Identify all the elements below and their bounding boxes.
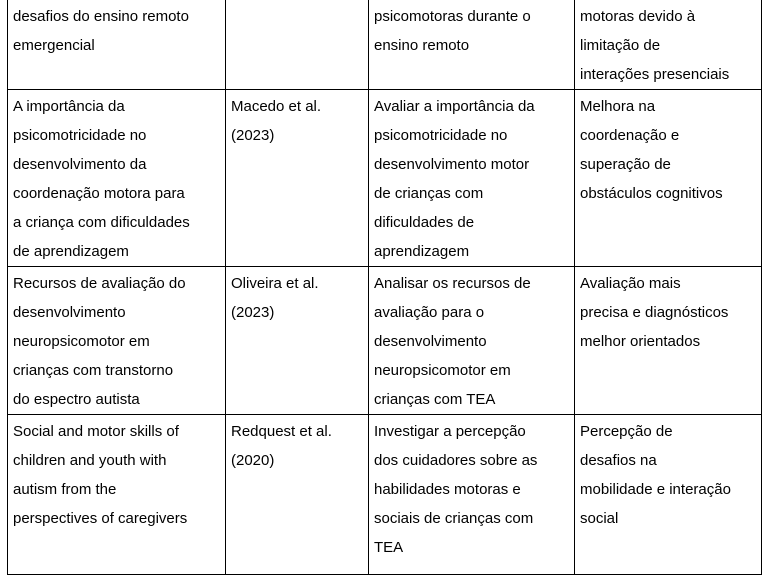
cell-authors-text: Redquest et al. (2020) <box>231 423 332 469</box>
cell-title <box>8 90 226 267</box>
cell-authors <box>226 0 369 90</box>
cell-authors-text: Macedo et al. (2023) <box>231 98 322 144</box>
literature-review-table <box>7 0 762 575</box>
cell-objective <box>369 267 575 415</box>
table-row <box>8 267 762 415</box>
cell-objective <box>369 90 575 267</box>
cell-objective <box>369 415 575 575</box>
cell-results-text: Melhora na coordenação e superação de obstáculos cognitivos <box>580 98 723 202</box>
cell-results <box>575 415 762 575</box>
cell-results <box>575 0 762 90</box>
cell-title <box>8 0 226 90</box>
cell-authors <box>226 90 369 267</box>
cell-results-text: Percepção de desafios na mobilidade e interação social <box>580 423 731 527</box>
cell-title-text: Recursos de avaliação do desenvolvimento neuropsicomotor em crianças com transtorno do espectro autista <box>13 275 186 408</box>
cell-results <box>575 267 762 415</box>
cell-authors <box>226 415 369 575</box>
cell-title-text: Social and motor skills of children and youth with autism from the perspectives of caregivers <box>13 423 188 527</box>
cell-objective <box>369 0 575 90</box>
cell-objective-text: Investigar a percepção dos cuidadores sobre as habilidades motoras e sociais de crianças com TEA <box>374 423 538 556</box>
cell-title <box>8 415 226 575</box>
cell-title <box>8 267 226 415</box>
cell-results-text: Avaliação mais precisa e diagnósticos melhor orientados <box>580 275 729 350</box>
cell-objective-text: Avaliar a importância da psicomotricidade no desenvolvimento motor de crianças com dificuldades de aprendizagem <box>374 98 535 260</box>
cell-title-text: desafios do ensino remoto emergencial <box>13 8 189 54</box>
table-row <box>8 90 762 267</box>
table-row <box>8 0 762 90</box>
cell-objective-text: psicomotoras durante o ensino remoto <box>374 8 531 54</box>
cell-title-text: A importância da psicomotricidade no desenvolvimento da coordenação motora para a criança com dificuldades de aprendizagem <box>13 98 190 260</box>
table-row <box>8 415 762 575</box>
cell-results-text: motoras devido à limitação de interações presenciais <box>580 8 730 83</box>
cell-authors-text: Oliveira et al. (2023) <box>231 275 319 321</box>
cell-results <box>575 90 762 267</box>
cell-authors <box>226 267 369 415</box>
cell-objective-text: Analisar os recursos de avaliação para o desenvolvimento neuropsicomotor em crianças com TEA <box>374 275 531 408</box>
